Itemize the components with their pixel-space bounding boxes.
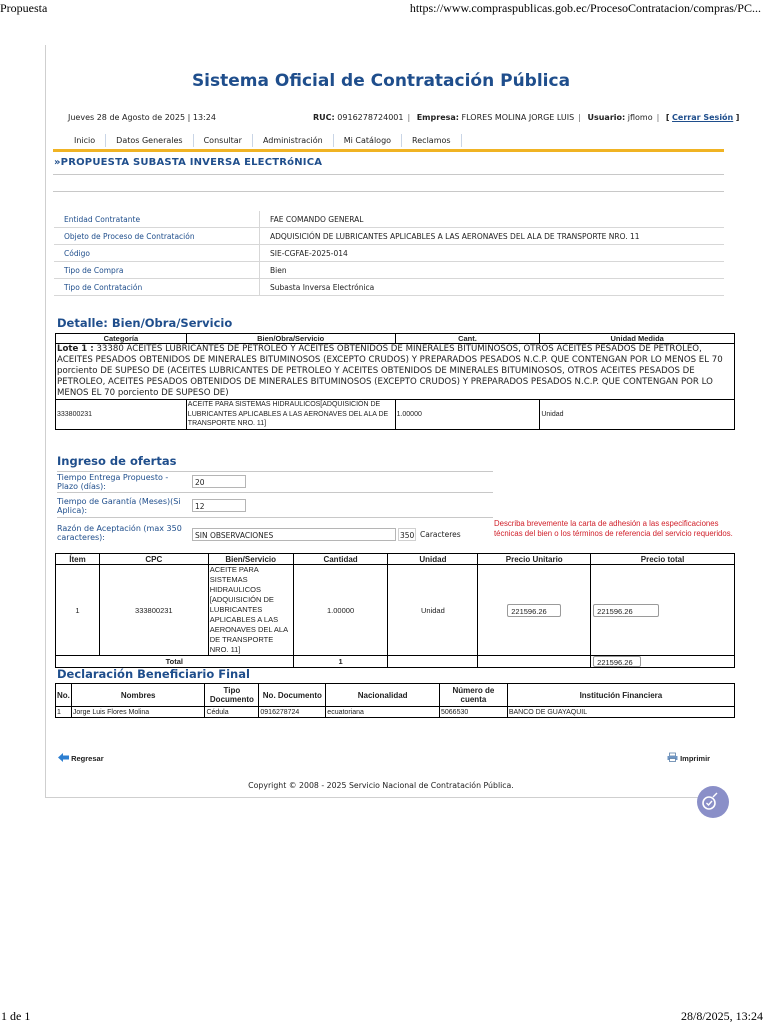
- total-row: [56, 656, 735, 668]
- print-url: https://www.compraspublicas.gob.ec/ProcesoContratacion/compras/PC...: [409, 1, 761, 15]
- total-precio-field: 221596.26: [593, 656, 641, 667]
- detalle-bien: ACEITE PARA SISTEMAS HIDRAULICOS[ADQUISICIÓN DE LUBRICANTES APLICABLES A LAS AERONAVES DEL ALA DE TRANSPORTE NRO. 11]: [186, 400, 395, 430]
- ofertas-heading: Ingreso de ofertas: [57, 454, 177, 468]
- razon-char-count: 350: [398, 528, 416, 541]
- usuario-value: jflomo: [627, 113, 653, 122]
- detalle-categoria: 333800231: [56, 400, 187, 430]
- divider: [57, 517, 493, 518]
- col-institucion: Institución Financiera: [507, 684, 734, 707]
- razon-char-suffix: Caracteres: [420, 530, 461, 539]
- info-label: Tipo de Compra: [54, 262, 260, 279]
- print-page-count: 1 de 1: [1, 1009, 31, 1023]
- divider: [53, 191, 724, 192]
- col-nombres: Nombres: [71, 684, 205, 707]
- item-cantidad: 1.00000: [293, 565, 388, 656]
- check-circle-icon: [697, 786, 729, 818]
- item-unidad: Unidad: [388, 565, 478, 656]
- info-row: [54, 262, 724, 279]
- razon-label: Razón de Aceptación (max 350 caracteres):: [57, 524, 182, 542]
- print-button-label: Imprimir: [680, 754, 711, 763]
- table-row: [56, 565, 735, 656]
- col-unidad: Unidad Medida: [540, 334, 735, 344]
- system-title: Sistema Oficial de Contratación Pública: [191, 71, 571, 91]
- menu-item-datos-generales[interactable]: Datos Generales: [106, 134, 193, 147]
- ben-documento: 0916278724: [259, 707, 326, 718]
- col-tipo-documento: Tipo Documento: [205, 684, 259, 707]
- process-info-table: [54, 211, 724, 296]
- back-button[interactable]: [58, 753, 104, 763]
- item-cpc: 333800231: [99, 565, 208, 656]
- col-unidad: Unidad: [388, 554, 478, 565]
- items-table: [55, 553, 735, 668]
- detalle-unidad: Unidad: [540, 400, 735, 430]
- beneficiario-heading: Declaración Beneficiario Final: [57, 667, 250, 681]
- menu-item-reclamos[interactable]: Reclamos: [402, 134, 462, 147]
- logout-link[interactable]: Cerrar Sesión: [672, 113, 734, 122]
- print-datetime: 28/8/2025, 13:24: [680, 1009, 763, 1023]
- detalle-cant: 1.00000: [395, 400, 540, 430]
- table-row: [56, 400, 735, 430]
- info-value: Subasta Inversa Electrónica: [260, 279, 725, 296]
- print-tab-title: Propuesta: [0, 1, 48, 15]
- total-label: Total: [56, 656, 294, 668]
- table-row: [56, 707, 735, 718]
- col-no-documento: No. Documento: [259, 684, 326, 707]
- info-row: [54, 245, 724, 262]
- col-cant: Cant.: [395, 334, 540, 344]
- info-value: Bien: [260, 262, 725, 279]
- info-value: FAE COMANDO GENERAL: [260, 211, 725, 228]
- empresa-value: FLORES MOLINA JORGE LUIS: [461, 113, 575, 122]
- precio-total-input[interactable]: 221596.26: [593, 604, 659, 617]
- printer-icon: [667, 753, 678, 762]
- info-row: [54, 211, 724, 228]
- item-bien: ACEITE PARA SISTEMAS HIDRAULICOS [ADQUISICIÓN DE LUBRICANTES APLICABLES A LAS AERONAVES DEL ALA DE TRANSPORTE NRO. 11]: [208, 565, 293, 656]
- ruc-label: RUC:: [313, 113, 335, 122]
- detalle-heading: Detalle: Bien/Obra/Servicio: [57, 316, 233, 330]
- col-numero-cuenta: Número de cuenta: [440, 684, 508, 707]
- session-datetime: Jueves 28 de Agosto de 2025 | 13:24: [68, 113, 216, 122]
- col-cantidad: Cantidad: [293, 554, 388, 565]
- divider: [57, 471, 493, 472]
- col-precio-total: Precio total: [591, 554, 735, 565]
- usuario-label: Usuario:: [587, 113, 626, 122]
- ben-nombres: Jorge Luis Flores Molina: [71, 707, 205, 718]
- col-bien: Bien/Obra/Servicio: [186, 334, 395, 344]
- menu-item-consultar[interactable]: Consultar: [194, 134, 253, 147]
- info-value: SIE-CGFAE-2025-014: [260, 245, 725, 262]
- col-nacionalidad: Nacionalidad: [326, 684, 440, 707]
- ben-tipo: Cédula: [205, 707, 259, 718]
- col-categoria: Categoría: [56, 334, 187, 344]
- info-label: Objeto de Proceso de Contratación: [54, 228, 260, 245]
- col-no: No.: [56, 684, 72, 707]
- info-row: [54, 279, 724, 296]
- divider: [53, 174, 724, 175]
- ben-cuenta: 5066530: [440, 707, 508, 718]
- back-arrow-icon: [58, 753, 69, 762]
- ruc-value: 0916278724001: [337, 113, 404, 122]
- col-cpc: CPC: [99, 554, 208, 565]
- razon-help-text: Describa brevemente la carta de adhesión a las especificaciones técnicas del bien o los términos de referencia del servicio requeridos.: [494, 519, 733, 538]
- print-button[interactable]: [667, 753, 710, 763]
- garantia-input[interactable]: 12: [192, 499, 246, 512]
- garantia-label: Tiempo de Garantía (Meses)(Si Aplica):: [57, 497, 181, 515]
- session-info-bar: Jueves 28 de Agosto de 2025 | 13:24 RUC: 0916278724001 | Empresa: FLORES MOLINA JORGE LUIS | Usuario: jflomo | [ Cerrar Sesión ]: [68, 113, 740, 122]
- detalle-table: [55, 333, 735, 430]
- ben-institucion: BANCO DE GUAYAQUIL: [507, 707, 734, 718]
- plazo-input[interactable]: 20: [192, 475, 246, 488]
- main-menu: [53, 134, 724, 152]
- ben-nacionalidad: ecuatoriana: [326, 707, 440, 718]
- info-label: Tipo de Contratación: [54, 279, 260, 296]
- col-item: Ítem: [56, 554, 100, 565]
- page-heading: »PROPUESTA SUBASTA INVERSA ELECTRóNICA: [54, 157, 323, 168]
- page-frame: [45, 45, 740, 798]
- menu-item-mi-catalogo[interactable]: Mi Catálogo: [334, 134, 402, 147]
- ben-no: 1: [56, 707, 72, 718]
- lote-description: Lote 1 : 33380 ACEITES LUBRICANTES DE PETROLEO Y ACEITES OBTENIDOS DE MINERALES BITUMINOSOS, OTROS ACEITES PESADOS DE PETROLEO, ACEITES PESADOS OBTENIDOS DE MINERALES BITUMINOSOS (EXCEPTO CRUDOS) Y PREPARADOS PESADOS N.C.P. QUE CONTENGAN POR LO MENOS EL 70 porciento DE SUPESO DE (ACEITES LUBRICANTES DE PETROLEO Y ACEITES OBTENIDOS DE MINERALES BITUMINOSOS, OTROS ACEITES PESADOS DE PETROLEO, ACEITES PESADOS OBTENIDOS DE MINERALES BITUMINOSOS (EXCEPTO CRUDOS) Y PREPARADOS PESADOS N.C.P. QUE CONTENGAN POR LO MENOS EL 70 porciento DE SUPESO DE): [56, 344, 735, 400]
- info-label: Código: [54, 245, 260, 262]
- menu-item-administracion[interactable]: Administración: [253, 134, 334, 147]
- item-number: 1: [56, 565, 100, 656]
- total-cantidad: 1: [293, 656, 388, 668]
- help-chat-button[interactable]: [697, 786, 729, 818]
- copyright: Copyright © 2008 - 2025 Servicio Nacional de Contratación Pública.: [248, 781, 514, 790]
- beneficiario-table: [55, 683, 735, 718]
- menu-item-inicio[interactable]: Inicio: [53, 134, 106, 147]
- empresa-label: Empresa:: [416, 113, 459, 122]
- info-value: ADQUISICIÓN DE LUBRICANTES APLICABLES A LAS AERONAVES DEL ALA DE TRANSPORTE NRO. 11: [260, 228, 725, 245]
- back-button-label: Regresar: [71, 754, 104, 763]
- divider: [57, 492, 493, 493]
- col-precio-unitario: Precio Unitario: [478, 554, 591, 565]
- precio-unitario-input[interactable]: 221596.26: [507, 604, 561, 617]
- info-label: Entidad Contratante: [54, 211, 260, 228]
- col-bien-servicio: Bien/Servicio: [208, 554, 293, 565]
- info-row: [54, 228, 724, 245]
- plazo-label: Tiempo Entrega Propuesto - Plazo (días):: [57, 473, 169, 491]
- razon-input[interactable]: SIN OBSERVACIONES: [192, 528, 396, 541]
